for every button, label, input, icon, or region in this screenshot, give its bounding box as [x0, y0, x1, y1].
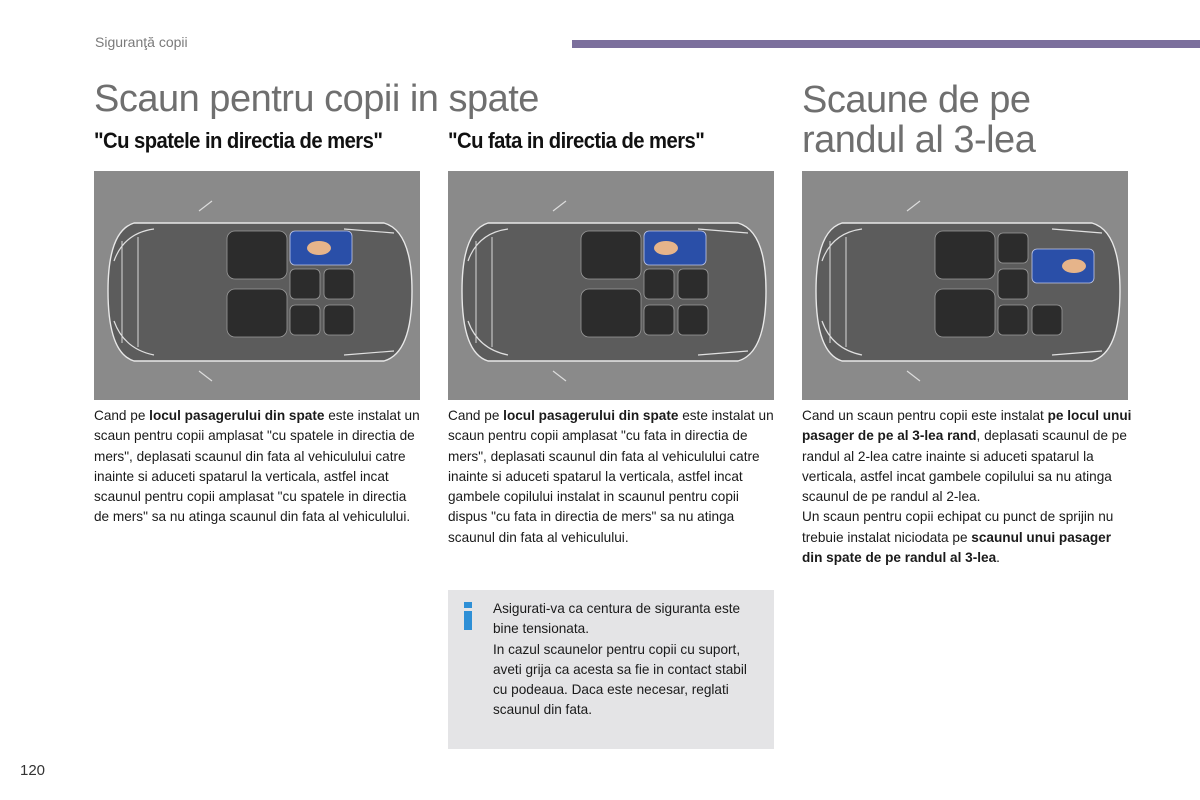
third-row-instructions: Cand un scaun pentru copii este instalat pe locul unui pasager de pe al 3-lea rand, deplasati scaunul de pe randul al 2-lea catre inainte si aduceti spatarul la verticala, astfel incat gambele copilului sa nu atinga scaunul de pe randul al 2-lea. Un scaun pentru copii echipat cu punct de sprijin nu trebuie instalat niciodata pe scaunul unui pasager din spate de pe randul al 3-lea.: [802, 408, 1132, 566]
info-line-seatbelt: Asigurati-va ca centura de siguranta este bine tensionata.: [493, 601, 741, 637]
car-top-view-icon: [94, 171, 420, 400]
emphasis: locul pasagerului din spate: [149, 408, 325, 423]
info-box: [448, 590, 774, 749]
third-row-title: [802, 80, 1102, 160]
car-top-view-rear-facing-image: [94, 171, 420, 400]
emphasis: locul pasagerului din spate: [503, 408, 679, 423]
info-icon: [462, 602, 474, 630]
third-row-title-line2: randul al 3-lea: [802, 119, 1036, 161]
car-top-view-icon: [448, 171, 774, 400]
car-top-view-third-row-image: [802, 171, 1128, 400]
page-title: Scaun pentru copii in spate: [94, 78, 539, 120]
rear-facing-subtitle: "Cu spatele in directia de mers": [94, 128, 383, 153]
emphasis: pe locul unui pasager de pe al 3-lea rand: [802, 408, 1132, 444]
car-top-view-icon: [802, 171, 1128, 400]
forward-facing-subtitle: "Cu fata in directia de mers": [448, 128, 705, 153]
section-accent-bar: [572, 40, 1200, 48]
car-top-view-forward-facing-image: [448, 171, 774, 400]
rear-facing-instructions: Cand pe locul pasagerului din spate este instalat un scaun pentru copii amplasat "cu spatele in directia de mers", deplasati scaunul din fata al vehiculului catre inainte si aduceti spatarul la verticala, astfel incat scaunul pentru copii amplasat "cu spatele in directia de mers" sa nu atinga scaunul din fata al vehiculului.: [94, 408, 420, 525]
section-label: Siguranţă copii: [95, 34, 188, 50]
third-row-title-line1: Scaune de pe: [802, 79, 1031, 121]
page-number: 120: [20, 762, 46, 779]
info-text: [493, 599, 763, 721]
forward-facing-instructions: Cand pe locul pasagerului din spate este instalat un scaun pentru copii amplasat "cu fata in directia de mers", deplasati scaunul din fata al vehiculului catre inainte si aduceti spatarul la verticala, astfel incat gambele copilului instalat in scaunul pentru copii dispus "cu fata in directia de mers" sa nu atinga scaunul din fata al vehiculului.: [448, 408, 774, 545]
info-line-support: In cazul scaunelor pentru copii cu suport, aveti grija ca acesta sa fie in contact stabil cu podeaua. Daca este necesar, reglati scaunul din fata.: [493, 641, 747, 718]
emphasis: scaunul unui pasager din spate de pe randul al 3-lea: [802, 529, 1112, 566]
